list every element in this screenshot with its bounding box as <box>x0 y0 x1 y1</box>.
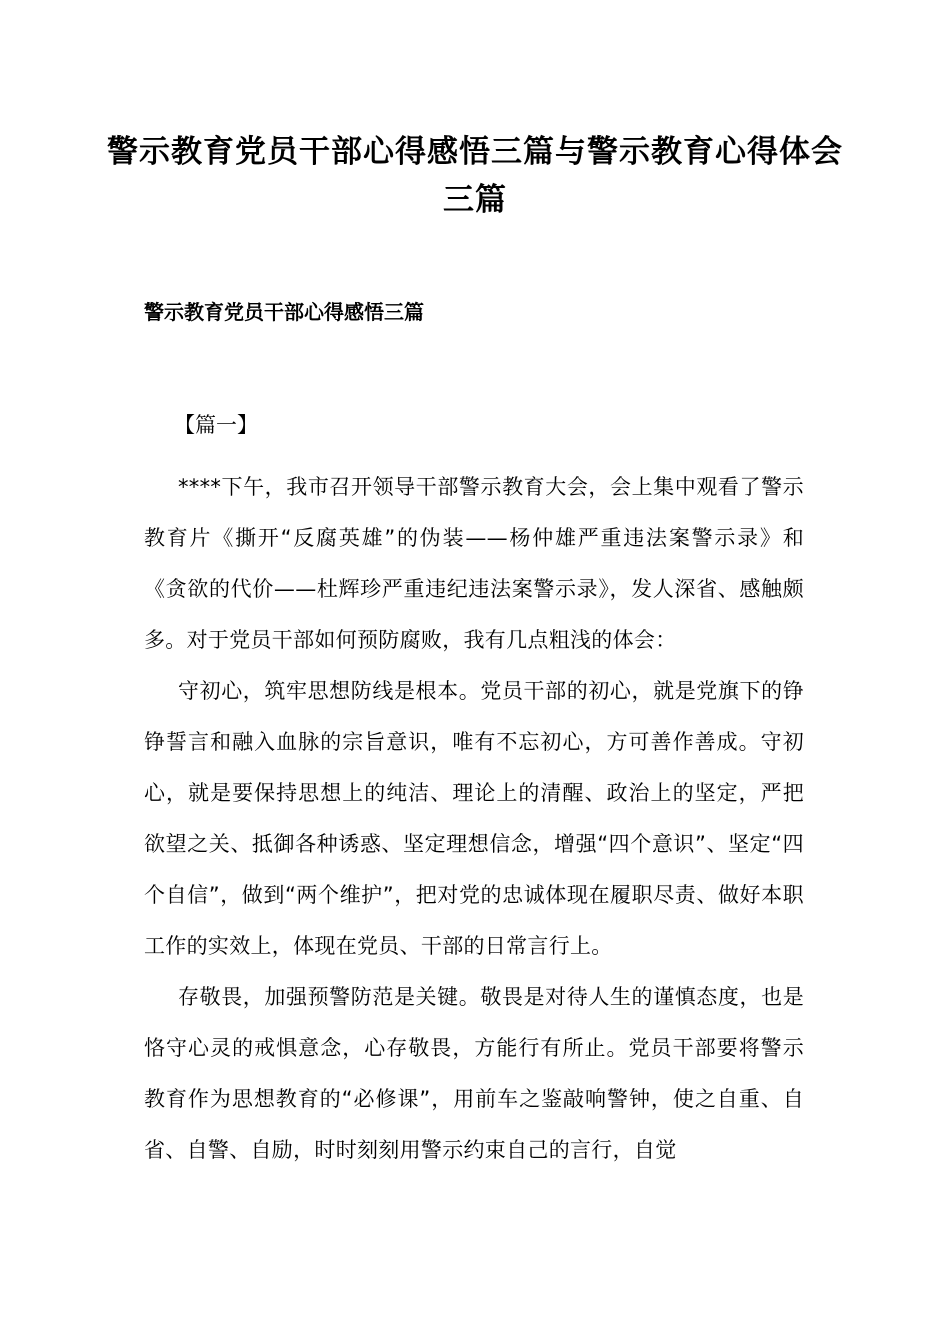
paragraph-1: ****下午，我市召开领导干部警示教育大会，会上集中观看了警示教育片《撕开“反腐英雄”的伪装——杨仲雄严重违法案警示录》和《贪欲的代价——杜辉珍严重违纪违法案警示录》，发人深省、感触颇多。对于党员干部如何预防腐败，我有几点粗浅的体会： <box>144 475 804 652</box>
section-heading: 警示教育党员干部心得感悟三篇 <box>144 300 424 324</box>
paragraph-2: 守初心，筑牢思想防线是根本。党员干部的初心，就是党旗下的铮铮誓言和融入血脉的宗旨意识，唯有不忘初心，方可善作善成。守初心，就是要保持思想上的纯洁、理论上的清醒、政治上的坚定，严把欲望之关、抵御各种诱惑、坚定理想信念，增强“四个意识”、坚定“四个自信”，做到“两个维护”，把对党的忠诚体现在履职尽责、做好本职工作的实效上，体现在党员、干部的日常言行上。 <box>144 679 804 958</box>
part-label: 【篇一】 <box>174 413 258 437</box>
document-body <box>144 400 804 1176</box>
document-title: 警示教育党员干部心得感悟三篇与警示教育心得体会三篇 <box>107 134 843 218</box>
paragraph-3: 存敬畏，加强预警防范是关键。敬畏是对待人生的谨慎态度，也是恪守心灵的戒惧意念，心存敬畏，方能行有所止。党员干部要将警示教育作为思想教育的“必修课”，用前车之鉴敲响警钟，使之自重、自省、自警、自励，时时刻刻用警示约束自己的言行，自觉 <box>144 985 804 1162</box>
